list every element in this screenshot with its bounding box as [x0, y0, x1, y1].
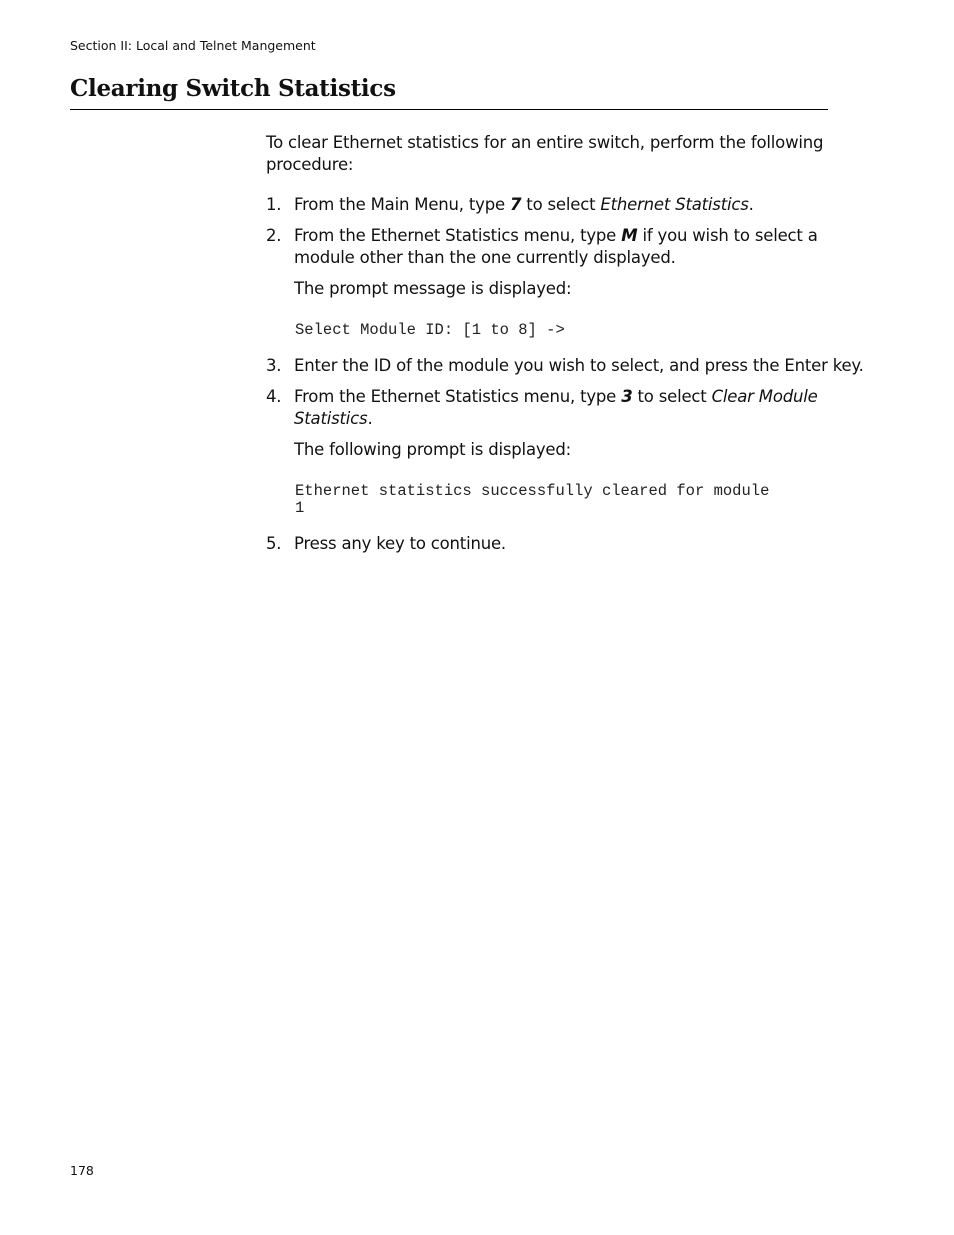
intro-line-1: To clear Ethernet statistics for an entire switch, perform the following	[266, 133, 824, 152]
step-number: 4.	[266, 387, 282, 406]
menu-option-name-cont: Statistics	[294, 409, 368, 428]
page-number: 178	[70, 1163, 94, 1178]
step-text: From the Main Menu, type 7 to select Ethernet Statistics.	[294, 195, 754, 214]
key-literal: 3	[621, 387, 633, 406]
code-prompt-cleared	[295, 483, 769, 517]
key-literal: 7	[509, 195, 522, 214]
step-number: 3.	[266, 356, 282, 375]
page-title: Clearing Switch Statistics	[70, 75, 396, 102]
step-text-line-1: From the Ethernet Statistics menu, type M if you wish to select a	[294, 226, 818, 245]
step-number: 1.	[266, 195, 282, 214]
menu-option-name: Clear Module	[711, 387, 818, 406]
step-number: 2.	[266, 226, 282, 245]
key-literal: M	[621, 226, 638, 245]
code-prompt-select-module: Select Module ID: [1 to 8] ->	[295, 321, 565, 339]
menu-option-name: Ethernet Statistics	[600, 195, 749, 214]
step-number: 5.	[266, 534, 282, 553]
step-text: Enter the ID of the module you wish to select, and press the Enter key.	[294, 356, 864, 375]
step-2-note: The prompt message is displayed:	[294, 279, 572, 298]
intro-line-2: procedure:	[266, 155, 354, 174]
intro-paragraph	[266, 132, 823, 176]
step-text-line-2: Statistics.	[294, 409, 373, 428]
step-text	[294, 386, 818, 430]
step-text-line-2: module other than the one currently displayed.	[294, 248, 676, 267]
step-text: Press any key to continue.	[294, 534, 506, 553]
title-divider	[70, 109, 828, 110]
code-line-2: 1	[295, 499, 305, 517]
step-text-line-1: From the Ethernet Statistics menu, type 3 to select Clear Module	[294, 387, 818, 406]
step-text	[294, 225, 818, 269]
step-4-note: The following prompt is displayed:	[294, 440, 572, 459]
code-line-1: Ethernet statistics successfully cleared for module	[295, 482, 770, 500]
running-header: Section II: Local and Telnet Mangement	[70, 38, 316, 53]
